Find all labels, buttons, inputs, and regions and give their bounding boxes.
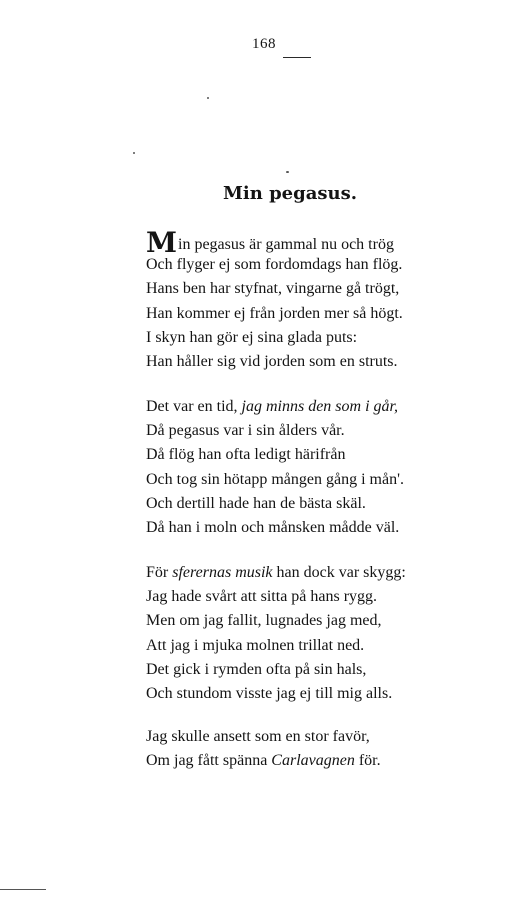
verse-text: Jag skulle ansett som en stor favör, xyxy=(146,728,370,745)
verse-text: Det var en tid, xyxy=(146,398,242,415)
verse-text: Och flyger ej som fordomdags han flög. xyxy=(146,256,403,274)
verse-line xyxy=(146,658,406,682)
verse-text: För xyxy=(146,564,173,581)
ink-speck xyxy=(207,97,209,99)
verse-text: Hans ben har styfnat, vingarne gå trögt, xyxy=(146,280,400,298)
verse-line xyxy=(146,419,404,443)
ink-speck xyxy=(286,171,289,173)
bottom-edge-rule xyxy=(0,889,46,890)
verse-line xyxy=(146,585,406,609)
verse-line xyxy=(146,492,404,516)
verse-text: Då flög han ofta ledigt härifrån xyxy=(146,446,346,464)
verse-italic-text: sferernas musik xyxy=(172,564,273,581)
verse-italic-text: Carlavagnen xyxy=(271,752,355,770)
verse-text: Och dertill hade han de bästa skäl. xyxy=(146,494,366,512)
verse-text: Och tog sin hötapp mången gång i mån'. xyxy=(146,470,404,488)
verse-line xyxy=(146,634,406,658)
page-number-underline xyxy=(283,57,311,58)
verse-line xyxy=(146,277,403,301)
drop-cap: M xyxy=(146,226,177,259)
verse-line xyxy=(146,725,381,749)
stanza-1 xyxy=(146,226,403,374)
verse-line xyxy=(146,326,403,350)
verse-text: Men om jag fallit, lugnades jag med, xyxy=(146,612,382,630)
verse-text: Att jag i mjuka molnen trillat ned. xyxy=(146,636,365,654)
verse-text: Och stundom visste jag ej till mig alls. xyxy=(146,684,393,702)
verse-text: I skyn han gör ej sina glada puts: xyxy=(146,328,358,346)
verse-text: Det gick i rymden ofta på sin hals, xyxy=(146,660,367,678)
verse-text: Han håller sig vid jorden som en struts. xyxy=(146,352,398,370)
verse-line xyxy=(146,350,403,374)
ink-speck xyxy=(133,152,135,154)
stanza-3 xyxy=(146,561,406,706)
verse-line xyxy=(146,561,406,585)
verse-line xyxy=(146,468,404,492)
verse-text: Om jag fått spänna xyxy=(146,752,272,770)
page-number: 168 xyxy=(252,36,276,52)
verse-line xyxy=(146,253,403,277)
verse-italic-text: jag minns den som i går, xyxy=(241,398,398,415)
poem-title: Min pegasus. xyxy=(222,183,358,204)
verse-line xyxy=(146,395,404,419)
verse-text: in pegasus är gammal nu och trög xyxy=(178,236,394,253)
verse-text: Då han i moln och månsken mådde väl. xyxy=(146,518,400,536)
verse-line xyxy=(146,749,381,773)
verse-text: Då pegasus var i sin ålders vår. xyxy=(146,422,345,440)
verse-line xyxy=(146,302,403,326)
verse-line xyxy=(146,682,406,706)
verse-line xyxy=(146,226,403,259)
stanza-2 xyxy=(146,395,404,540)
verse-text: Jag hade svårt att sitta på hans rygg. xyxy=(146,588,378,606)
verse-line xyxy=(146,516,404,540)
verse-line xyxy=(146,609,406,633)
verse-text: Han kommer ej från jorden mer så högt. xyxy=(146,304,403,322)
verse-text: han dock var skygg: xyxy=(272,564,406,581)
verse-text: för. xyxy=(354,752,381,770)
verse-line xyxy=(146,443,404,467)
stanza-4 xyxy=(146,725,381,773)
